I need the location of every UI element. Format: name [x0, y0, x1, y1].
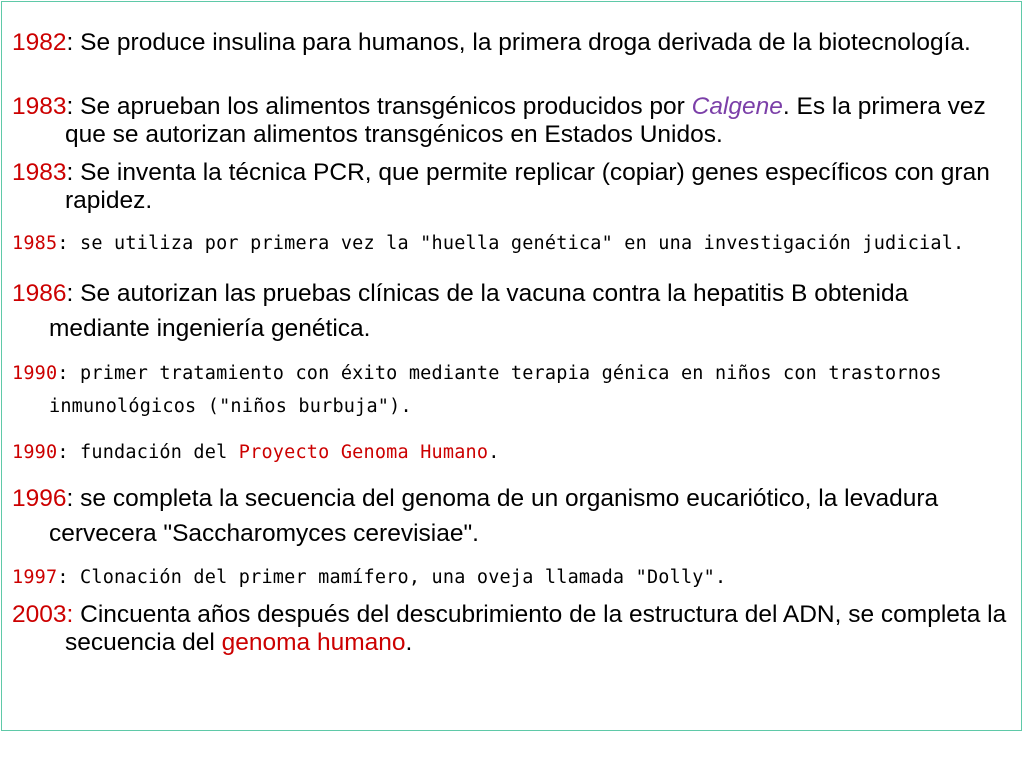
timeline-entry-1983-pcr	[12, 159, 1015, 215]
entry-text: Se autorizan las pruebas clínicas de la vacuna contra la hepatitis B obtenida mediante ingeniería genética.	[49, 280, 909, 342]
entry-separator: :	[66, 29, 74, 56]
entry-year: 1985	[12, 233, 58, 254]
entry-text: .	[405, 629, 413, 656]
entry-year: 1982	[12, 29, 67, 56]
entry-separator: :	[57, 363, 69, 384]
entry-year: 1986	[12, 280, 67, 307]
entry-year: 1983	[12, 93, 67, 120]
human-genome-highlight: genoma humano	[221, 629, 406, 656]
entry-text: .	[488, 442, 500, 463]
entry-year: 1990	[12, 442, 58, 463]
timeline-entry-2003	[12, 601, 1015, 657]
entry-text: Se aprueban los alimentos transgénicos producidos por	[73, 93, 692, 120]
entry-year: 1983	[12, 159, 67, 186]
slide-frame	[1, 1, 1022, 731]
timeline-entry-1982	[12, 29, 1015, 57]
entry-separator: :	[66, 159, 74, 186]
calgene-name: Calgene	[691, 93, 783, 120]
timeline-entry-1997	[12, 563, 1015, 593]
entry-separator: :	[66, 93, 74, 120]
timeline-entry-1983-calgene	[12, 93, 1015, 149]
timeline-entry-1990-therapy	[12, 357, 1015, 423]
entry-text: Se inventa la técnica PCR, que permite replicar (copiar) genes específicos con gran rapidez.	[65, 159, 990, 214]
entry-separator: :	[57, 567, 69, 588]
entry-text: primer tratamiento con éxito mediante terapia génica en niños con trastornos inmunológicos ("niños burbuja").	[49, 363, 942, 417]
entry-year: 1996	[12, 485, 67, 512]
entry-text: Clonación del primer mamífero, una oveja llamada "Dolly".	[68, 567, 727, 588]
timeline-entry-1986	[12, 276, 1015, 346]
entry-text: fundación del	[68, 442, 239, 463]
entry-text: se utiliza por primera vez la "huella genética" en una investigación judicial.	[68, 233, 965, 254]
entry-year: 1990	[12, 363, 58, 384]
genome-project-highlight: Proyecto Genoma Humano	[238, 442, 489, 463]
entry-text: Se produce insulina para humanos, la primera droga derivada de la biotecnología.	[73, 29, 971, 56]
entry-separator: :	[66, 485, 74, 512]
timeline-entry-1990-genome-project	[12, 438, 1015, 468]
entry-text: . Es la primera vez que se autorizan alimentos transgénicos en Estados Unidos.	[65, 93, 986, 148]
entry-text: Cincuenta años después del descubrimiento de la estructura del ADN, se completa la secuencia del	[65, 601, 1007, 656]
timeline-entry-1985	[12, 229, 1015, 259]
timeline-entry-1996	[12, 481, 1015, 551]
entry-separator: :	[57, 442, 69, 463]
entry-text: se completa la secuencia del genoma de un organismo eucariótico, la levadura cervecera "Saccharomyces cerevisiae".	[49, 485, 939, 547]
entry-year: 1997	[12, 567, 58, 588]
entry-year: 2003:	[12, 601, 74, 628]
entry-separator: :	[57, 233, 69, 254]
entry-separator: :	[66, 280, 74, 307]
